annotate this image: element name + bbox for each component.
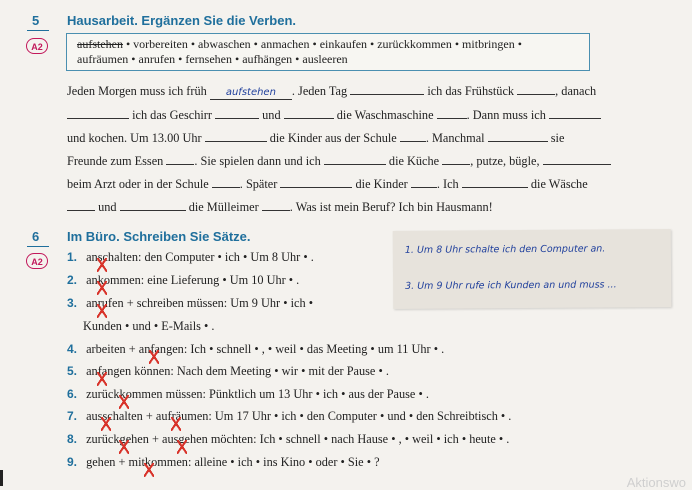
task-item-3-continued [83, 319, 214, 334]
cloze-text: . Jeden Tag [291, 84, 348, 98]
exercise-6-title: Im Büro. Schreiben Sie Sätze. [67, 229, 251, 244]
cloze-blank[interactable] [205, 129, 267, 142]
item-text: fangen können: Nach dem Meeting • wir • mit der Pause • . [97, 364, 389, 378]
separable-prefix: gehen + mit [86, 455, 145, 469]
exercise-5-title: Hausarbeit. Ergänzen Sie die Verben. [67, 13, 297, 28]
cloze-blank[interactable] [324, 152, 386, 165]
cloze-text: die Küche [388, 154, 440, 168]
cloze-text: die Kinder [355, 177, 408, 191]
cloze-text: sie [550, 131, 565, 145]
task-item-9 [67, 455, 380, 470]
cloze-line-2 [67, 106, 601, 123]
task-item-8 [67, 432, 509, 447]
cloze-text: . Später [239, 177, 278, 191]
item-number: 8. [67, 432, 78, 446]
cloze-blank[interactable] [215, 106, 259, 119]
cloze-blank[interactable] [543, 152, 611, 165]
separable-prefix: aus [86, 409, 103, 423]
exercise-5-number: 5 [32, 13, 40, 28]
cloze-blank[interactable] [67, 106, 129, 119]
cloze-blank[interactable] [280, 175, 352, 188]
separable-prefix: an [86, 364, 98, 378]
cloze-text: und kochen. Um 13.00 Uhr [67, 131, 202, 145]
item-text: schalten: den Computer • ich • Um 8 Uhr • . [97, 250, 314, 264]
exercise-6-level-badge: A2 [26, 253, 48, 269]
cloze-text: . Dann muss ich [466, 108, 546, 122]
page-edge-mark [0, 470, 3, 486]
note-line-3: 3. Um 9 Uhr rufe ich Kunden an und muss ... [405, 279, 617, 292]
cloze-line-6 [67, 198, 493, 215]
cloze-text: . Manchmal [425, 131, 485, 145]
exercise-6-number: 6 [32, 229, 40, 244]
separable-prefix: an [86, 273, 98, 287]
cloze-text: die Waschmaschine [336, 108, 434, 122]
cloze-blank[interactable] [120, 198, 186, 211]
cloze-blank[interactable] [411, 175, 437, 188]
cloze-text: und [262, 108, 281, 122]
word-bank-words: • vorbereiten • abwaschen • anmachen • einkaufen • zurückkommen • mitbringen • [122, 37, 522, 51]
cloze-text: . Was ist mein Beruf? Ich bin Hausmann! [289, 200, 493, 214]
cloze-text: und [98, 200, 117, 214]
exercise-6-number-underline [27, 246, 49, 247]
item-text: gehen + aus [119, 432, 179, 446]
item-number: 3. [67, 296, 78, 310]
cloze-blank[interactable] [166, 152, 194, 165]
cloze-text: die Kinder aus der Schule [269, 131, 397, 145]
cloze-blank[interactable] [549, 106, 601, 119]
cloze-text: , putze, bügle, [470, 154, 540, 168]
handwritten-note [393, 229, 672, 309]
cloze-blank[interactable] [262, 198, 290, 211]
cloze-blank[interactable] [437, 106, 467, 119]
word-bank-box [66, 33, 590, 71]
task-item-7 [67, 409, 511, 424]
cloze-blank[interactable] [67, 198, 95, 211]
item-text: kommen müssen: Pünktlich um 13 Uhr • ich • aus der Pause • . [119, 387, 429, 401]
item-number: 9. [67, 455, 78, 469]
item-text: rufen + schreiben müssen: Um 9 Uhr • ich • [97, 296, 314, 310]
task-item-5 [67, 364, 389, 379]
item-text: räumen: Um 17 Uhr • ich • den Computer • und • den Schreibtisch • . [171, 409, 512, 423]
cloze-text: . Sie spielen dann und ich [194, 154, 321, 168]
corner-faded-text: Aktionswo [626, 475, 686, 490]
cloze-answer-filled[interactable] [210, 84, 292, 100]
item-text: Kunden • und • E-Mails • . [83, 319, 215, 333]
cloze-blank[interactable] [488, 129, 548, 142]
task-item-3 [67, 296, 313, 311]
exercise-5-number-underline [27, 30, 49, 31]
cloze-text: Freunde zum Essen [67, 154, 164, 168]
cloze-text: die Wäsche [530, 177, 588, 191]
cloze-blank[interactable] [212, 175, 240, 188]
task-item-4 [67, 342, 444, 357]
item-number: 1. [67, 250, 78, 264]
word-bank-line-1 [77, 37, 579, 52]
handwritten-answer: aufstehen [225, 87, 276, 98]
cloze-blank[interactable] [400, 129, 426, 142]
item-number: 7. [67, 409, 78, 423]
exercise-5-level-badge: A2 [26, 38, 48, 54]
separable-prefix: zurück [86, 432, 120, 446]
cloze-text: . Ich [436, 177, 459, 191]
separable-prefix: an [86, 296, 98, 310]
item-text: kommen: alleine • ich • ins Kino • oder • Sie • ? [144, 455, 380, 469]
cloze-blank[interactable] [284, 106, 334, 119]
cloze-line-4 [67, 152, 611, 169]
item-text: kommen: eine Lieferung • Um 10 Uhr • . [97, 273, 300, 287]
note-line-1: 1. Um 8 Uhr schalte ich den Computer an. [404, 243, 606, 256]
item-text: fangen: Ich • schnell • , • weil • das Meeting • um 11 Uhr • . [150, 342, 445, 356]
cloze-blank[interactable] [350, 82, 424, 95]
cloze-blank[interactable] [442, 152, 470, 165]
cloze-blank[interactable] [462, 175, 528, 188]
cloze-line-1 [67, 82, 596, 100]
word-bank-line-2: aufräumen • anrufen • fernsehen • aufhängen • ausleeren [77, 52, 348, 66]
cloze-blank[interactable] [517, 82, 555, 95]
task-item-6 [67, 387, 429, 402]
cloze-text: ich das Frühstück [427, 84, 515, 98]
separable-prefix: an [86, 250, 98, 264]
task-item-2 [67, 273, 299, 288]
cloze-text: die Mülleimer [188, 200, 259, 214]
item-number: 5. [67, 364, 78, 378]
item-text: schalten + auf [102, 409, 172, 423]
separable-prefix: zurück [86, 387, 120, 401]
item-number: 2. [67, 273, 78, 287]
cloze-text: Jeden Morgen muss ich früh [67, 84, 207, 98]
word-bank-used-word: aufstehen [77, 37, 123, 51]
cloze-text: , danach [555, 84, 597, 98]
task-item-1 [67, 250, 314, 265]
separable-prefix: arbeiten + an [86, 342, 151, 356]
cloze-text: ich das Geschirr [132, 108, 212, 122]
cloze-line-5 [67, 175, 588, 192]
cloze-line-3 [67, 129, 564, 146]
cloze-text: beim Arzt oder in der Schule [67, 177, 209, 191]
item-number: 4. [67, 342, 78, 356]
item-text: gehen möchten: Ich • schnell • nach Hause • , • weil • ich • heute • . [178, 432, 510, 446]
item-number: 6. [67, 387, 78, 401]
